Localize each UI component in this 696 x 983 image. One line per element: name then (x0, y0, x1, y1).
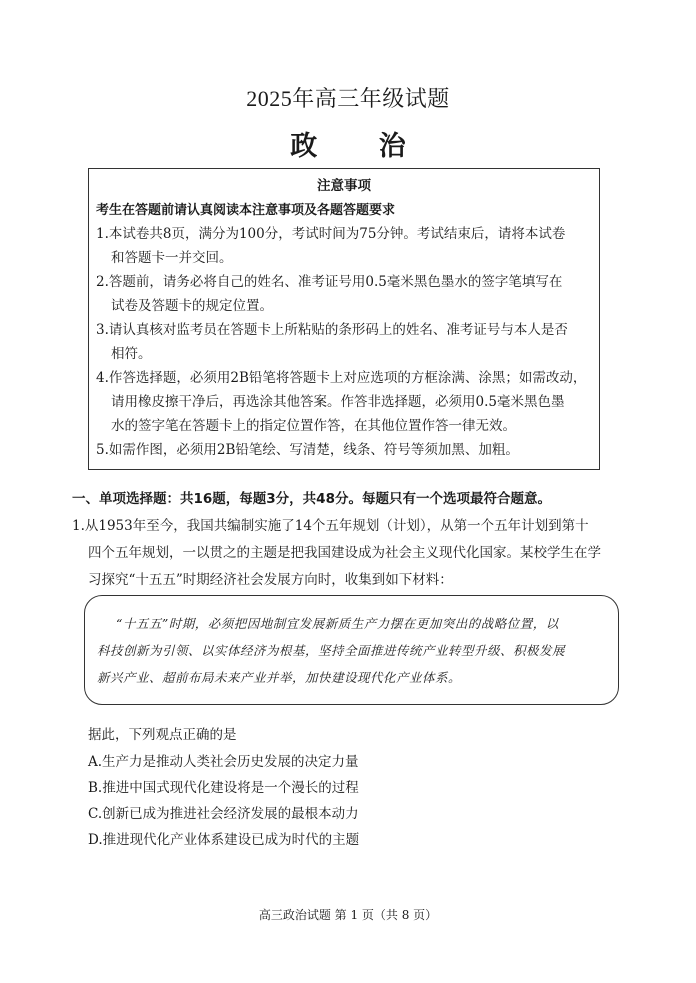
question-stem-line-2: 四个五年规划，一以贯之的主题是把我国建设成为社会主义现代化国家。某校学生在学 (88, 545, 601, 561)
question-stem-line-1: 1.从1953年至今，我国共编制实施了14个五年规划（计划），从第一个五年计划到第十 (72, 518, 589, 534)
page-footer: 高三政治试题 第 1 页（共 8 页） (258, 908, 438, 922)
notice-line-1: 1.本试卷共8页，满分为100分，考试时间为75分钟。考试结束后，请将本试卷 (96, 226, 566, 242)
exam-title: 2025年高三年级试题 (246, 86, 450, 111)
section-heading: 一、单项选择题：共16题，每题3分，共48分。每题只有一个选项最符合题意。 (72, 491, 551, 507)
option-a: A.生产力是推动人类社会历史发展的决定力量 (88, 754, 359, 770)
notice-line-10: 5.如需作图，必须用2B铅笔绘、写清楚，线条、符号等须加黑、加粗。 (96, 442, 519, 458)
notice-line-5: 3.请认真核对监考员在答题卡上所粘贴的条形码上的姓名、准考证号与本人是否 (96, 322, 568, 338)
option-b: B.推进中国式现代化建设将是一个漫长的过程 (88, 780, 359, 796)
notice-line-8: 请用橡皮擦干净后，再选涂其他答案。作答非选择题，必须用0.5毫米黑色墨 (111, 394, 565, 410)
notice-line-4: 试卷及答题卡的规定位置。 (111, 298, 273, 314)
subject-title: 政 治 (290, 131, 432, 162)
notice-heading: 注意事项 (317, 178, 371, 194)
quote-line-3: 新兴产业、超前布局未来产业并举，加快建设现代化产业体系。 (97, 670, 462, 685)
option-d: D.推进现代化产业体系建设已成为时代的主题 (88, 832, 360, 848)
notice-line-7: 4.作答选择题，必须用2B铅笔将答题卡上对应选项的方框涂满、涂黑；如需改动， (96, 370, 587, 386)
notice-line-3: 2.答题前，请务必将自己的姓名、准考证号用0.5毫米黑色墨水的签字笔填写在 (96, 274, 563, 290)
quote-line-2: 科技创新为引领、以实体经济为根基，坚持全面推进传统产业转型升级、积极发展 (97, 643, 566, 658)
notice-line-2: 和答题卡一并交回。 (111, 250, 233, 266)
quote-line-1: “十五五”时期，必须把因地制宜发展新质生产力摆在更加突出的战略位置，以 (116, 616, 559, 631)
notice-line-6: 相符。 (111, 346, 152, 362)
notice-intro: 考生在答题前请认真阅读本注意事项及各题答题要求 (96, 203, 396, 218)
option-c: C.创新已成为推进社会经济发展的最根本动力 (88, 806, 359, 822)
question-stem-line-3: 习探究“十五五”时期经济社会发展方向时，收集到如下材料： (88, 572, 453, 588)
notice-line-9: 水的签字笔在答题卡上的指定位置作答，在其他位置作答一律无效。 (111, 418, 516, 434)
question-prompt: 据此，下列观点正确的是 (88, 727, 237, 743)
